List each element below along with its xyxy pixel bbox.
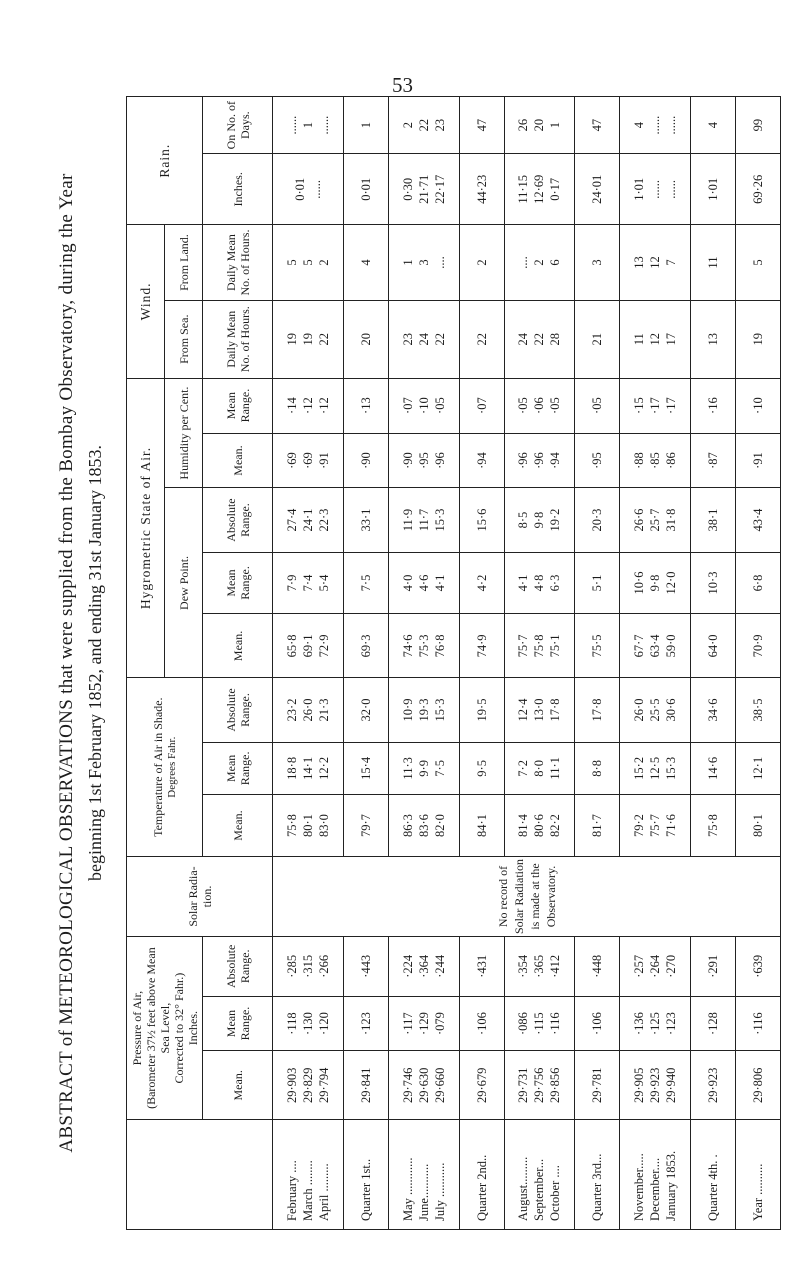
cell-pressure-mean-range: ·116	[736, 996, 781, 1051]
hygrometric-group-header: Hygrometric State of Air.	[127, 378, 165, 678]
cell-pressure-mean-range: ·086 ·115 ·116	[504, 996, 575, 1051]
cell-sea-hours: 20	[343, 300, 388, 378]
humidity-mean-range-header: Mean Range.	[203, 378, 273, 433]
cell-rain-days: 26 20 1	[504, 97, 575, 154]
row-label: February .... March ........ April .........	[273, 1120, 344, 1230]
cell-humidity-mean-range: ·05	[575, 378, 620, 433]
rain-group-header: Rain.	[127, 97, 203, 225]
cell-pressure-mean-range: ·123	[343, 996, 388, 1051]
cell-land-hours: 11	[691, 225, 736, 301]
cell-dew-mean-range: 4·2	[459, 552, 504, 614]
cell-pressure-mean: 29·923	[691, 1051, 736, 1120]
cell-pressure-mean: 29·903 29·829 29·794	[273, 1051, 344, 1120]
cell-land-hours: 2	[459, 225, 504, 301]
dew-mean-range-header: Mean Range.	[203, 552, 273, 614]
cell-dew-mean-range: 10·6 9·8 12·0	[620, 552, 691, 614]
cell-land-hours: 3	[575, 225, 620, 301]
pressure-group-header: Pressure of Air, (Barometer 37½ feet above Mean Sea Level, Corrected to 32° Fahr.) Inches.	[127, 937, 203, 1120]
title-block	[12, 96, 122, 1230]
from-sea-header: From Sea.	[165, 300, 203, 378]
cell-temp-mean-range: 9·5	[459, 742, 504, 795]
cell-pressure-mean: 29·806	[736, 1051, 781, 1120]
cell-temp-absolute-range: 26·0 25·5 30·6	[620, 678, 691, 742]
cell-temp-mean-range: 18·8 14·1 12·2	[273, 742, 344, 795]
temp-mean-range-header: Mean Range.	[203, 742, 273, 795]
from-land-header: From Land.	[165, 225, 203, 301]
cell-dew-mean: 75·7 75·8 75·1	[504, 614, 575, 678]
cell-rain-days: 4	[691, 97, 736, 154]
cell-dew-absolute-range: 27·4 24·1 22·3	[273, 488, 344, 552]
cell-temp-mean: 79·7	[343, 795, 388, 857]
observations-table-container	[126, 96, 781, 1230]
table-row	[620, 97, 691, 1230]
cell-rain-inches: 0·01	[343, 154, 388, 225]
cell-dew-absolute-range: 43·4	[736, 488, 781, 552]
table-row	[736, 97, 781, 1230]
wind-group-header: Wind.	[127, 225, 165, 378]
cell-dew-mean-range: 10·3	[691, 552, 736, 614]
cell-pressure-absolute-range: ·354 ·365 ·412	[504, 937, 575, 997]
cell-temp-mean-range: 12·1	[736, 742, 781, 795]
pressure-absolute-range-header: Absolute Range.	[203, 937, 273, 997]
cell-sea-hours: 19	[736, 300, 781, 378]
cell-rain-days: 47	[459, 97, 504, 154]
cell-rain-inches: 24·01	[575, 154, 620, 225]
cell-dew-mean-range: 4·1 4·8 6·3	[504, 552, 575, 614]
page-number: 53	[392, 73, 413, 97]
cell-humidity-mean-range: ·07 ·10 ·05	[388, 378, 459, 433]
cell-temp-mean-range: 15·4	[343, 742, 388, 795]
cell-rain-days: ...... 1 ......	[273, 97, 344, 154]
row-label: Quarter 4th. .	[691, 1120, 736, 1230]
cell-temp-absolute-range: 38·5	[736, 678, 781, 742]
solar-radiation-note: No record of Solar Radiation is made at the Observatory.	[273, 856, 781, 936]
pressure-mean-range-header: Mean Range.	[203, 996, 273, 1051]
cell-dew-absolute-range: 20·3	[575, 488, 620, 552]
dew-point-header: Dew Point.	[165, 488, 203, 678]
cell-pressure-mean-range: ·128	[691, 996, 736, 1051]
temp-absolute-range-header: Absolute Range.	[203, 678, 273, 742]
cell-temp-mean-range: 11·3 9·9 7·5	[388, 742, 459, 795]
cell-temp-mean: 84·1	[459, 795, 504, 857]
cell-humidity-mean: ·88 ·85 ·86	[620, 433, 691, 488]
row-label: Quarter 3rd...	[575, 1120, 620, 1230]
sea-hours-header: Daily Mean No. of Hours.	[203, 300, 273, 378]
cell-land-hours: 4	[343, 225, 388, 301]
cell-pressure-mean: 29·679	[459, 1051, 504, 1120]
cell-humidity-mean: ·87	[691, 433, 736, 488]
cell-land-hours: .... 2 6	[504, 225, 575, 301]
cell-pressure-mean: 29·905 29·923 29·940	[620, 1051, 691, 1120]
cell-temp-absolute-range: 12·4 13·0 17·8	[504, 678, 575, 742]
table-body	[273, 97, 781, 1230]
cell-humidity-mean: ·90 ·95 ·96	[388, 433, 459, 488]
cell-sea-hours: 11 12 17	[620, 300, 691, 378]
cell-land-hours: 5	[736, 225, 781, 301]
cell-dew-mean: 75·5	[575, 614, 620, 678]
cell-rain-inches: 69·26	[736, 154, 781, 225]
cell-dew-mean-range: 7·9 7·4 5·4	[273, 552, 344, 614]
cell-humidity-mean: ·69 ·69 ·91	[273, 433, 344, 488]
cell-dew-absolute-range: 38·1	[691, 488, 736, 552]
cell-humidity-mean: ·96 ·96 ·94	[504, 433, 575, 488]
cell-pressure-absolute-range: ·639	[736, 937, 781, 997]
dew-absolute-range-header: Absolute Range.	[203, 488, 273, 552]
dew-mean-header: Mean.	[203, 614, 273, 678]
cell-sea-hours: 19 19 22	[273, 300, 344, 378]
cell-temp-mean-range: 8·8	[575, 742, 620, 795]
cell-temp-absolute-range: 32·0	[343, 678, 388, 742]
cell-temp-mean: 81·4 80·6 82·2	[504, 795, 575, 857]
cell-dew-mean: 74·6 75·3 76·8	[388, 614, 459, 678]
cell-humidity-mean-range: ·07	[459, 378, 504, 433]
cell-dew-mean: 69·3	[343, 614, 388, 678]
cell-pressure-mean-range: ·106	[459, 996, 504, 1051]
cell-temp-absolute-range: 19·5	[459, 678, 504, 742]
pressure-mean-header: Mean.	[203, 1051, 273, 1120]
temperature-group-header	[127, 678, 203, 857]
row-label: November..... December.... January 1853.	[620, 1120, 691, 1230]
cell-humidity-mean-range: ·13	[343, 378, 388, 433]
cell-temp-absolute-range: 17·8	[575, 678, 620, 742]
cell-temp-mean: 79·2 75·7 71·6	[620, 795, 691, 857]
cell-land-hours: 5 5 2	[273, 225, 344, 301]
cell-dew-absolute-range: 15·6	[459, 488, 504, 552]
cell-pressure-mean-range: ·106	[575, 996, 620, 1051]
cell-dew-mean: 64·0	[691, 614, 736, 678]
report-title-dates: beginning 1st February 1852, and ending 31st January 1853.	[85, 445, 105, 881]
cell-temp-mean: 81·7	[575, 795, 620, 857]
humidity-mean-header: Mean.	[203, 433, 273, 488]
cell-pressure-absolute-range: ·443	[343, 937, 388, 997]
cell-pressure-absolute-range: ·257 ·264 ·270	[620, 937, 691, 997]
cell-rain-inches: 1·01 ...... ......	[620, 154, 691, 225]
cell-rain-inches: 44·23	[459, 154, 504, 225]
row-label: Quarter 1st..	[343, 1120, 388, 1230]
cell-dew-mean: 65·8 69·1 72·9	[273, 614, 344, 678]
cell-sea-hours: 13	[691, 300, 736, 378]
rain-days-header: On No. of Days.	[203, 97, 273, 154]
cell-rain-inches: 11·15 12·69 0·17	[504, 154, 575, 225]
cell-humidity-mean-range: ·10	[736, 378, 781, 433]
cell-pressure-absolute-range: ·224 ·364 ·244	[388, 937, 459, 997]
cell-rain-inches: 1·01	[691, 154, 736, 225]
temperature-units: Degrees Fahr.	[165, 736, 178, 798]
cell-dew-absolute-range: 11·9 11·7 15·3	[388, 488, 459, 552]
cell-humidity-mean-range: ·15 ·17 ·17	[620, 378, 691, 433]
cell-pressure-mean-range: ·117 ·129 ·079	[388, 996, 459, 1051]
temp-mean-header: Mean.	[203, 795, 273, 857]
cell-dew-mean-range: 4·0 4·6 4·1	[388, 552, 459, 614]
cell-humidity-mean-range: ·14 ·12 ·12	[273, 378, 344, 433]
table-row	[388, 97, 459, 1230]
table-row	[575, 97, 620, 1230]
cell-temp-absolute-range: 23·2 26·0 21·3	[273, 678, 344, 742]
cell-humidity-mean: ·94	[459, 433, 504, 488]
report-title: ABSTRACT of METEOROLOGICAL OBSERVATIONS that were supplied from the Bombay Observatory, during the Year	[56, 173, 77, 1153]
cell-humidity-mean-range: ·05 ·06 ·05	[504, 378, 575, 433]
cell-pressure-mean-range: ·118 ·130 ·120	[273, 996, 344, 1051]
row-label: May ............ June........... July ...........	[388, 1120, 459, 1230]
cell-dew-mean: 74·9	[459, 614, 504, 678]
cell-temp-mean: 86·3 83·6 82·0	[388, 795, 459, 857]
row-label-header	[127, 1120, 273, 1230]
cell-land-hours: 13 12 7	[620, 225, 691, 301]
observations-table	[126, 96, 781, 1230]
humidity-header: Humidity per Cent.	[165, 378, 203, 488]
cell-temp-mean: 75·8 80·1 83·0	[273, 795, 344, 857]
cell-land-hours: 1 3 ....	[388, 225, 459, 301]
table-row	[343, 97, 388, 1230]
cell-temp-mean: 75·8	[691, 795, 736, 857]
temperature-title: Temperature of Air in Shade.	[150, 697, 165, 837]
cell-temp-absolute-range: 10·9 19·3 15·3	[388, 678, 459, 742]
cell-rain-days: 99	[736, 97, 781, 154]
cell-sea-hours: 24 22 28	[504, 300, 575, 378]
cell-pressure-mean: 29·731 29·756 29·856	[504, 1051, 575, 1120]
cell-pressure-absolute-range: ·431	[459, 937, 504, 997]
cell-dew-mean-range: 7·5	[343, 552, 388, 614]
cell-pressure-mean: 29·841	[343, 1051, 388, 1120]
cell-sea-hours: 23 24 22	[388, 300, 459, 378]
cell-dew-absolute-range: 33·1	[343, 488, 388, 552]
cell-pressure-absolute-range: ·285 ·315 ·266	[273, 937, 344, 997]
cell-humidity-mean-range: ·16	[691, 378, 736, 433]
cell-pressure-mean: 29·781	[575, 1051, 620, 1120]
cell-dew-mean-range: 6·8	[736, 552, 781, 614]
cell-pressure-absolute-range: ·291	[691, 937, 736, 997]
cell-temp-mean-range: 7·2 8·0 11·1	[504, 742, 575, 795]
row-label: Quarter 2nd..	[459, 1120, 504, 1230]
land-hours-header: Daily Mean No. of Hours.	[203, 225, 273, 301]
cell-sea-hours: 21	[575, 300, 620, 378]
cell-dew-mean-range: 5·1	[575, 552, 620, 614]
cell-humidity-mean: ·95	[575, 433, 620, 488]
cell-humidity-mean: ·90	[343, 433, 388, 488]
cell-humidity-mean: ·91	[736, 433, 781, 488]
cell-rain-days: 1	[343, 97, 388, 154]
cell-temp-mean-range: 14·6	[691, 742, 736, 795]
cell-rain-days: 4 ...... ......	[620, 97, 691, 154]
cell-sea-hours: 22	[459, 300, 504, 378]
cell-dew-absolute-range: 26·6 25·7 31·8	[620, 488, 691, 552]
cell-pressure-mean: 29·746 29·630 29·660	[388, 1051, 459, 1120]
cell-rain-inches: 0·30 21·71 22·17	[388, 154, 459, 225]
table-row	[459, 97, 504, 1230]
rain-inches-header: Inches.	[203, 154, 273, 225]
cell-dew-absolute-range: 8·5 9·8 19·2	[504, 488, 575, 552]
row-label: August......... September... October ....	[504, 1120, 575, 1230]
row-label: Year ..........	[736, 1120, 781, 1230]
cell-rain-days: 47	[575, 97, 620, 154]
cell-dew-mean: 70·9	[736, 614, 781, 678]
cell-pressure-mean-range: ·136 ·125 ·123	[620, 996, 691, 1051]
table-row	[504, 97, 575, 1230]
solar-group-header: Solar Radia-tion.	[127, 856, 273, 936]
table-row	[273, 97, 344, 1230]
cell-temp-mean: 80·1	[736, 795, 781, 857]
cell-dew-mean: 67·7 63·4 59·0	[620, 614, 691, 678]
cell-pressure-absolute-range: ·448	[575, 937, 620, 997]
cell-temp-mean-range: 15·2 12·5 15·3	[620, 742, 691, 795]
cell-rain-inches: 0·01 ......	[273, 154, 344, 225]
cell-temp-absolute-range: 34·6	[691, 678, 736, 742]
table-row	[691, 97, 736, 1230]
cell-rain-days: 2 22 23	[388, 97, 459, 154]
